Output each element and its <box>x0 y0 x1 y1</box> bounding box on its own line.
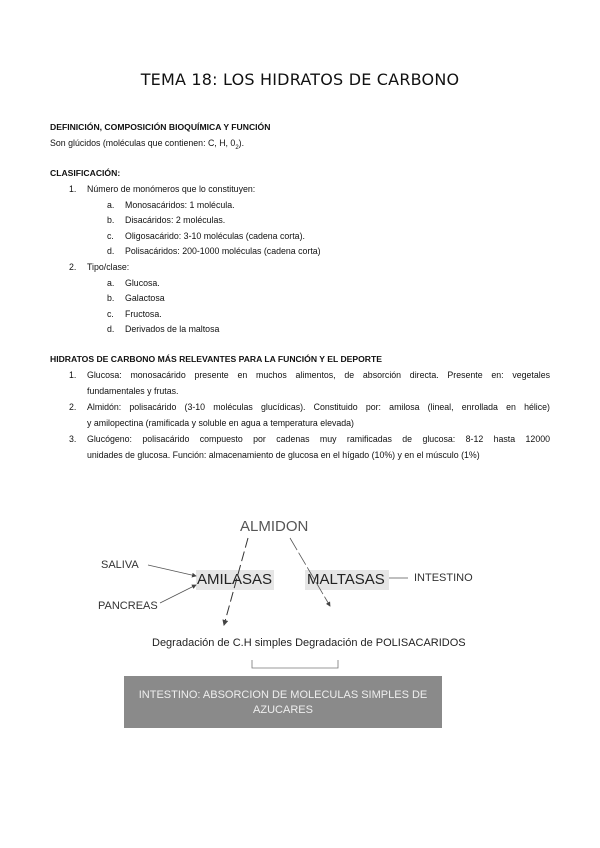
sub-letter: a. <box>107 278 115 288</box>
classification-heading: CLASIFICACIÓN: <box>50 168 121 178</box>
bracket <box>252 660 338 668</box>
pancreas-arrow <box>160 585 196 603</box>
relevant-item-3-line-1: Glucógeno: polisacárido compuesto por cadenas muy ramificadas de glucosa: 8-12 hasta 12000 <box>87 434 550 444</box>
saliva-arrow <box>148 565 196 576</box>
sub-letter: b. <box>107 215 115 225</box>
sub-letter: a. <box>107 200 115 210</box>
relevant-item-1-line-2: fundamentales y frutas. <box>87 386 179 396</box>
relevant-number-2: 2. <box>69 402 77 412</box>
sub-letter: d. <box>107 324 115 334</box>
maltasas-label: MALTASAS <box>307 571 385 588</box>
degradation-caption: Degradación de C.H simples Degradación de POLISACARIDOS <box>152 637 466 649</box>
relevant-item-3-line-2: unidades de glucosa. Función: almacenamiento de glucosa en el hígado (10%) y en el músculo (1%) <box>87 450 480 460</box>
sub-item: Polisacáridos: 200-1000 moléculas (cadena corta) <box>125 246 321 256</box>
sub-item: Fructosa. <box>125 309 162 319</box>
absorption-box-line-1: INTESTINO: ABSORCION DE MOLECULAS SIMPLES DE <box>138 689 428 701</box>
relevant-number-3: 3. <box>69 434 77 444</box>
sub-letter: c. <box>107 231 114 241</box>
pancreas-label: PANCREAS <box>98 600 158 612</box>
saliva-label: SALIVA <box>101 559 139 571</box>
relevant-item-2-line-2: y amilopectina (ramificada y soluble en agua a temperatura elevada) <box>87 418 354 428</box>
relevant-item-1-line-1: Glucosa: monosacárido presente en muchos alimentos, de absorción directa. Presente en: vegetales <box>87 370 550 380</box>
definition-text-main: Son glúcidos (moléculas que contienen: C, H, 0 <box>50 138 236 148</box>
almidon-label: ALMIDON <box>240 518 309 535</box>
relevant-heading: HIDRATOS DE CARBONO MÁS RELEVANTES PARA LA FUNCIÓN Y EL DEPORTE <box>50 354 382 364</box>
absorption-box <box>124 676 442 728</box>
definition-text-end: ). <box>238 138 245 148</box>
classification-number-1: 1. <box>69 184 77 194</box>
sub-item: Glucosa. <box>125 278 160 288</box>
sub-item: Oligosacárido: 3-10 moléculas (cadena corta). <box>125 231 305 241</box>
sub-item: Galactosa <box>125 293 165 303</box>
page-title: TEMA 18: LOS HIDRATOS DE CARBONO <box>140 70 460 89</box>
classification-item-2: Tipo/clase: <box>87 262 130 272</box>
classification-item-1: Número de monómeros que lo constituyen: <box>87 184 256 194</box>
sub-letter: b. <box>107 293 115 303</box>
absorption-box-line-2: AZUCARES <box>253 704 313 716</box>
sub-item: Monosacáridos: 1 molécula. <box>125 200 235 210</box>
sub-item: Derivados de la maltosa <box>125 324 220 334</box>
relevant-number-1: 1. <box>69 370 77 380</box>
sub-item: Disacáridos: 2 moléculas. <box>125 215 226 225</box>
definition-subscript: 2 <box>235 144 239 151</box>
classification-number-2: 2. <box>69 262 77 272</box>
relevant-item-2-line-1: Almidón: polisacárido (3-10 moléculas glucídicas). Constituido por: amilosa (lineal, enrollada en hélice) <box>87 402 550 412</box>
sub-letter: c. <box>107 309 114 319</box>
amilasas-label: AMILASAS <box>197 571 273 588</box>
sub-letter: d. <box>107 246 115 256</box>
intestino-label: INTESTINO <box>414 572 473 584</box>
definition-heading: DEFINICIÓN, COMPOSICIÓN BIOQUÍMICA Y FUNCIÓN <box>50 122 271 132</box>
